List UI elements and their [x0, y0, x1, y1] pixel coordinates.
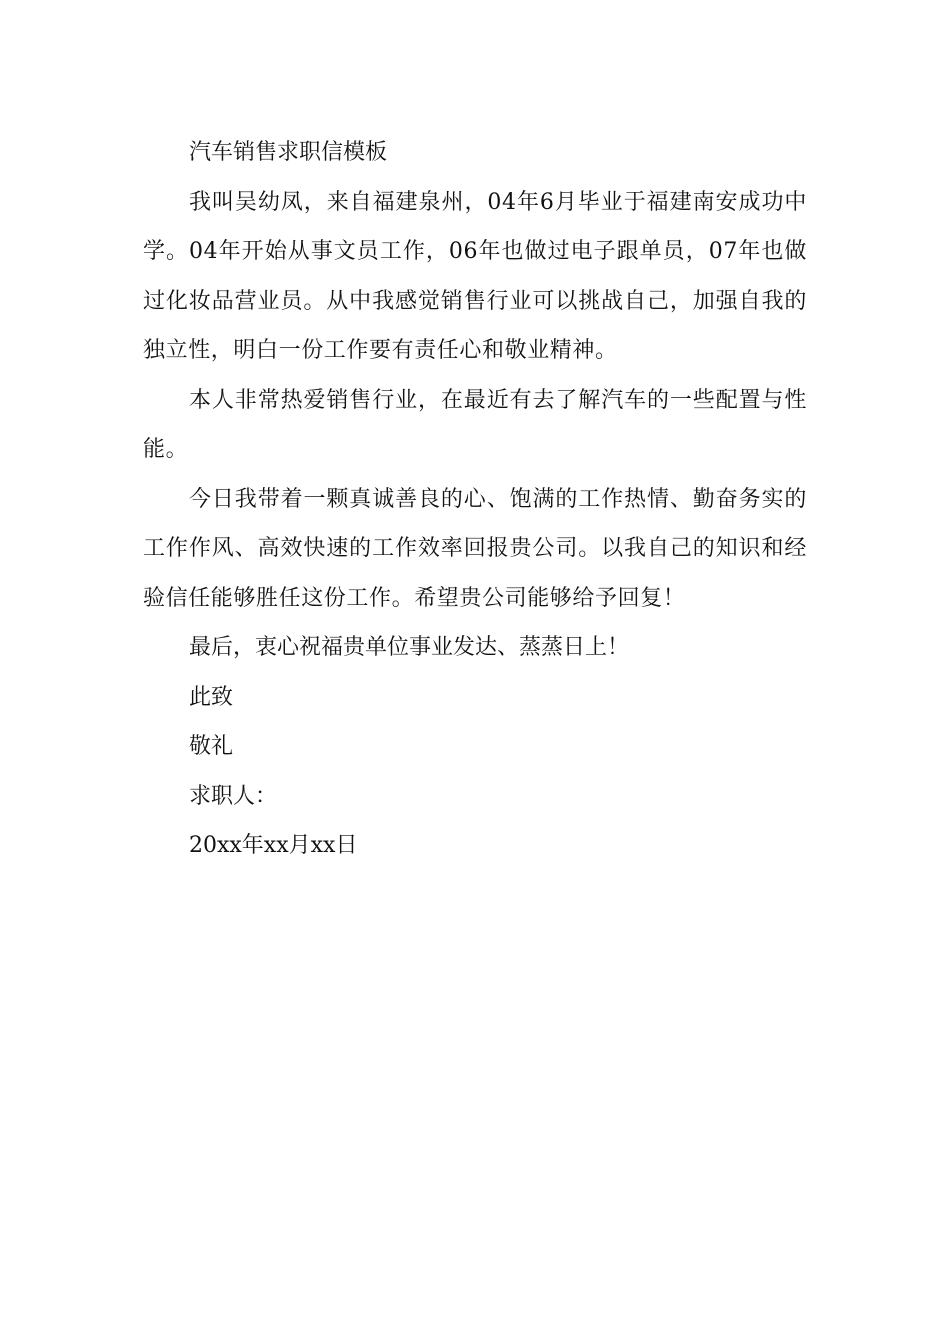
- closing-regards: 敬礼: [189, 734, 234, 759]
- closing-salutation: 此致: [189, 684, 234, 710]
- paragraph-commitment: 今日我带着一颗真诚善良的心、饱满的工作热情、勤奋务实的工作作风、高效快速的工作效率回报贵公司。以我自己的知识和经验信任能够胜任这份工作。希望贵公司能够给予回复！: [143, 486, 807, 611]
- signature-label: 求职人：: [189, 783, 278, 809]
- letter-body: [143, 128, 807, 871]
- paragraph-introduction: 我叫吴幼凤，来自福建泉州，04年6月毕业于福建南安成功中学。04年开始从事文员工作，06年也做过电子跟单员，07年也做过化妆品营业员。从中我感觉销售行业可以挑战自己，加强自我的独立性，明白一份工作要有责任心和敬业精神。: [143, 189, 807, 363]
- document-title: 汽车销售求职信模板: [189, 140, 388, 165]
- paragraph-wishes: 最后，衷心祝福贵单位事业发达、蒸蒸日上！: [189, 635, 630, 660]
- letter-date: 20xx年xx月xx日: [189, 833, 358, 858]
- paragraph-interest: 本人非常热爱销售行业，在最近有去了解汽车的一些配置与性能。: [143, 387, 807, 462]
